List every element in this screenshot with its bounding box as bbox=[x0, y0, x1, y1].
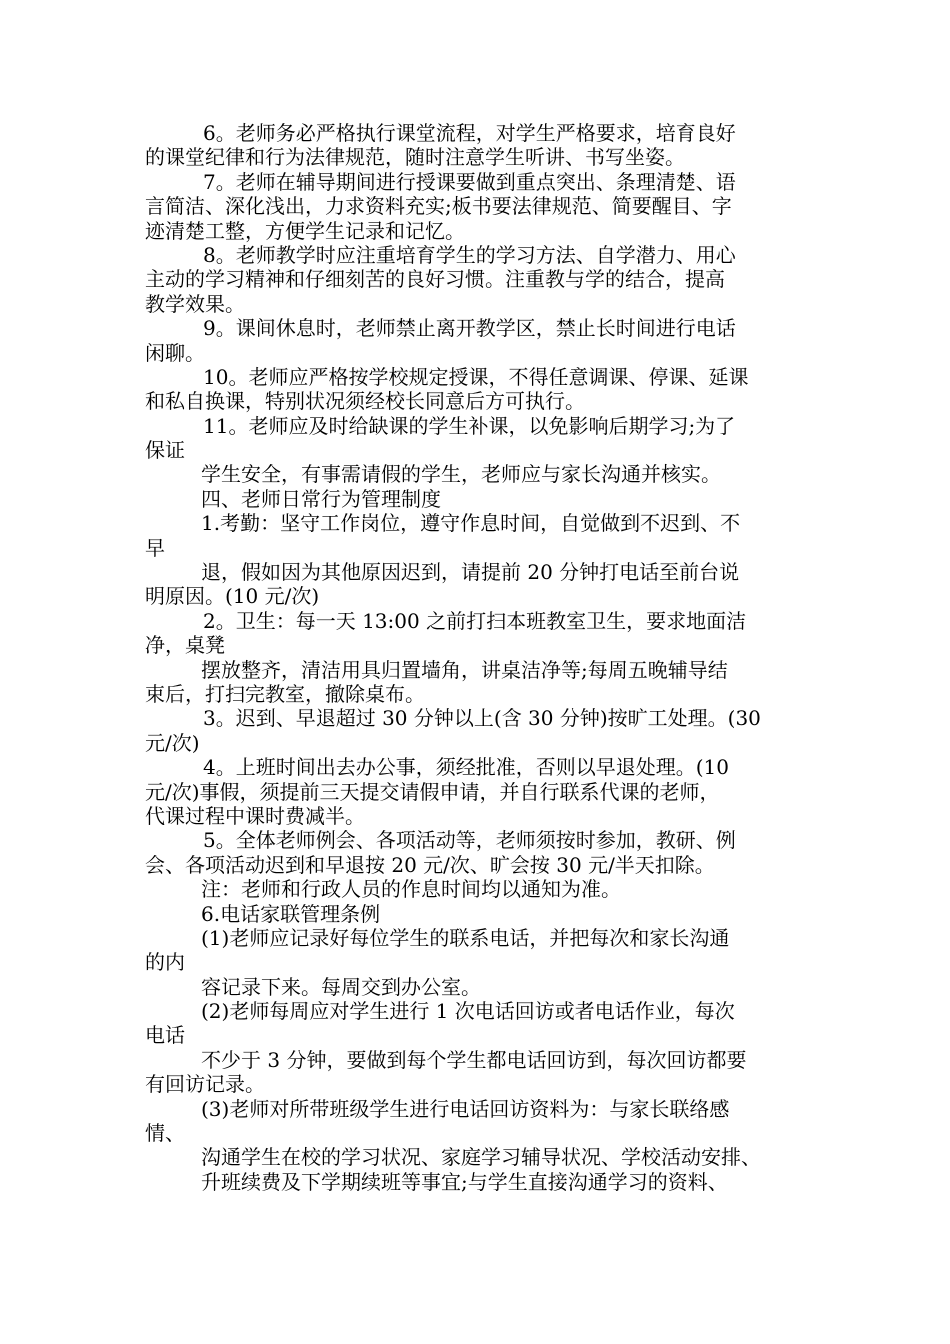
text-line: 情、 bbox=[145, 1121, 185, 1146]
text-line: 6。老师务必严格执行课堂流程，对学生严格要求，培育良好 bbox=[203, 121, 736, 145]
text-line: 5。全体老师例会、各项活动等，老师须按时参加，教研、例 bbox=[203, 828, 736, 853]
text-line: (2)老师每周应对学生进行 1 次电话回访或者电话作业，每次 bbox=[201, 999, 735, 1024]
text-line: 元/次)事假，须提前三天提交请假申请，并自行联系代课的老师， bbox=[145, 779, 720, 804]
text-line: 教学效果。 bbox=[145, 291, 245, 316]
text-line: 和私自换课，特别状况须经校长同意后方可执行。 bbox=[145, 389, 585, 414]
text-line: 注：老师和行政人员的作息时间均以通知为准。 bbox=[201, 877, 621, 902]
text-line: 退，假如因为其他原因迟到，请提前 20 分钟打电话至前台说 bbox=[201, 560, 740, 585]
text-line: 9。课间休息时，老师禁止离开教学区，禁止长时间进行电话 bbox=[203, 316, 736, 341]
text-line: 4。上班时间出去办公事，须经批准，否则以早退处理。(10 bbox=[203, 755, 729, 780]
text-line: 1.考勤：坚守工作岗位，遵守作息时间，自觉做到不迟到、不 bbox=[201, 511, 741, 536]
text-line: 的课堂纪律和行为法律规范，随时注意学生听讲、书写坐姿。 bbox=[145, 145, 685, 170]
text-line: 代课过程中课时费减半。 bbox=[145, 803, 365, 828]
text-line: 7。老师在辅导期间进行授课要做到重点突出、条理清楚、语 bbox=[203, 169, 736, 194]
text-line: 3。迟到、早退超过 30 分钟以上(含 30 分钟)按旷工处理。(30 bbox=[203, 706, 761, 731]
text-line: 的内 bbox=[145, 950, 185, 975]
text-line: 闲聊。 bbox=[145, 340, 205, 365]
text-line: 11。老师应及时给缺课的学生补课，以免影响后期学习;为了 bbox=[203, 413, 736, 438]
text-line: 电话 bbox=[145, 1023, 185, 1048]
text-line: 学生安全，有事需请假的学生，老师应与家长沟通并核实。 bbox=[201, 462, 721, 487]
document-body bbox=[145, 121, 815, 1194]
text-line: 不少于 3 分钟，要做到每个学生都电话回访到，每次回访都要 bbox=[201, 1047, 747, 1072]
text-line: 摆放整齐，清洁用具归置墙角，讲桌洁净等;每周五晚辅导结 bbox=[201, 657, 728, 682]
text-line: 早 bbox=[145, 535, 165, 560]
text-line: 保证 bbox=[145, 438, 185, 463]
text-line: 元/次) bbox=[145, 730, 200, 755]
text-line: 8。老师教学时应注重培育学生的学习方法、自学潜力、用心 bbox=[203, 242, 736, 267]
text-line: 升班续费及下学期续班等事宜;与学生直接沟通学习的资料、 bbox=[201, 1169, 728, 1194]
text-line: 6.电话家联管理条例 bbox=[201, 901, 381, 926]
text-line: 2。卫生：每一天 13:00 之前打扫本班教室卫生，要求地面洁 bbox=[203, 608, 747, 633]
text-line: 容记录下来。每周交到办公室。 bbox=[201, 974, 481, 999]
text-line: 会、各项活动迟到和早退按 20 元/次、旷会按 30 元/半天扣除。 bbox=[145, 852, 715, 877]
text-line: 言简洁、深化浅出，力求资料充实;板书要法律规范、简要醒目、字 bbox=[145, 194, 732, 219]
text-line: 束后，打扫完教室，撤除桌布。 bbox=[145, 681, 425, 706]
text-line: (3)老师对所带班级学生进行电话回访资料为：与家长联络感 bbox=[201, 1096, 730, 1121]
text-line: 主动的学习精神和仔细刻苦的良好习惯。注重教与学的结合，提高 bbox=[145, 267, 725, 292]
text-line: (1)老师应记录好每位学生的联系电话，并把每次和家长沟通 bbox=[201, 925, 730, 950]
text-line: 沟通学生在校的学习状况、家庭学习辅导状况、学校活动安排、 bbox=[201, 1145, 761, 1170]
text-line: 有回访记录。 bbox=[145, 1072, 265, 1097]
text-line: 明原因。(10 元/次) bbox=[145, 584, 320, 609]
text-line: 四、老师日常行为管理制度 bbox=[201, 486, 441, 511]
text-line: 净，桌凳 bbox=[145, 633, 225, 658]
text-line: 迹清楚工整，方便学生记录和记忆。 bbox=[145, 218, 465, 243]
text-line: 10。老师应严格按学校规定授课，不得任意调课、停课、延课 bbox=[203, 364, 749, 389]
